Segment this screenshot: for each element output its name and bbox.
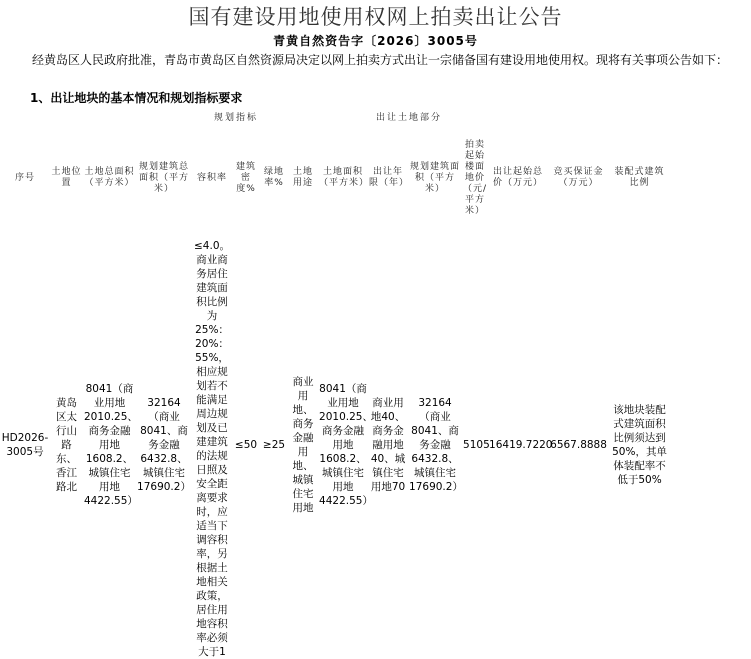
cell-start-price: 16419.7220	[489, 439, 553, 451]
header-start-price: 出让起始总价（万元）	[493, 167, 544, 188]
cell-term: 商业用地40、商务金融用地40、城镇住宅用地70	[370, 397, 406, 493]
cell-green: ≥25	[262, 439, 286, 451]
cell-floor-area: 32164（商业8041、商务金融6432.8、城镇住宅17690.2）	[409, 397, 463, 493]
header-unit-price: 拍卖起始楼面地价（元/平方米）	[463, 139, 488, 216]
document-number: 青黄自然资告字〔2026〕3005号	[273, 34, 478, 48]
group-header-planning: 规划指标	[214, 112, 259, 123]
table-row	[0, 231, 670, 659]
header-density: 建筑密度%	[235, 161, 256, 194]
header-seq: 序号	[14, 172, 35, 183]
cell-planned-floor-area: 32164（商业8041、商务金融6432.8、城镇住宅17690.2）	[137, 397, 191, 493]
cell-prefab: 该地块装配式建筑面积比例须达到50%，其单体装配率不低于50%	[612, 404, 667, 486]
group-header-transfer: 出让土地部分	[376, 112, 443, 123]
cell-unit-price: 5105	[463, 439, 490, 451]
cell-total-area: 8041（商业用地2010.25、商务金融用地1608.2、城镇住宅用地4422.55）	[84, 383, 138, 507]
header-deposit: 竞买保证金（万元）	[553, 167, 604, 188]
column-header-row	[0, 125, 670, 231]
intro-paragraph: 经黄岛区人民政府批准，青岛市黄岛区自然资源局决定以网上拍卖方式出让一宗储备国有建设用地使用权。现将有关事项公告如下：	[32, 53, 729, 67]
section-heading: 1、出让地块的基本情况和规划指标要求	[30, 91, 243, 105]
cell-use: 商业用地、商务金融用地、城镇住宅用地	[292, 376, 314, 514]
cell-location: 黄岛区太行山路东、香江路北	[56, 397, 77, 493]
header-use: 土地用途	[293, 167, 314, 188]
cell-density: ≤50	[234, 439, 258, 451]
header-location: 土地位置	[51, 167, 82, 188]
cell-seq: HD2026-3005号	[1, 432, 49, 458]
header-prefab: 装配式建筑比例	[614, 167, 665, 188]
header-floor-area: 规划建筑面积（平方米）	[410, 161, 461, 194]
group-header-row	[0, 110, 670, 125]
page-title: 国有建设用地使用权网上拍卖出让公告	[188, 5, 563, 29]
header-green: 绿地率%	[264, 167, 285, 188]
header-area: 土地面积（平方米）	[319, 167, 370, 188]
cell-area: 8041（商业用地2010.25、商务金融用地1608.2、城镇住宅用地4422.55）	[319, 383, 373, 507]
header-planned-floor-area: 规划建筑总面积（平方米）	[138, 161, 189, 194]
header-far: 容积率	[196, 172, 227, 183]
header-total-area: 土地总面积（平方米）	[84, 167, 135, 188]
cell-deposit: 6567.8888	[550, 439, 607, 451]
cell-far: ≤4.0。商业商务居住建筑面积比例为25%：20%：55%，相应规划若不能满足周边规划及已建建筑的法规日照及安全距离要求时，应适当下调容积率，另根据土地相关政策，居住用地容积率必须大于1	[194, 240, 230, 658]
land-parcel-table	[0, 110, 670, 659]
header-term: 出让年限（年）	[369, 167, 410, 188]
